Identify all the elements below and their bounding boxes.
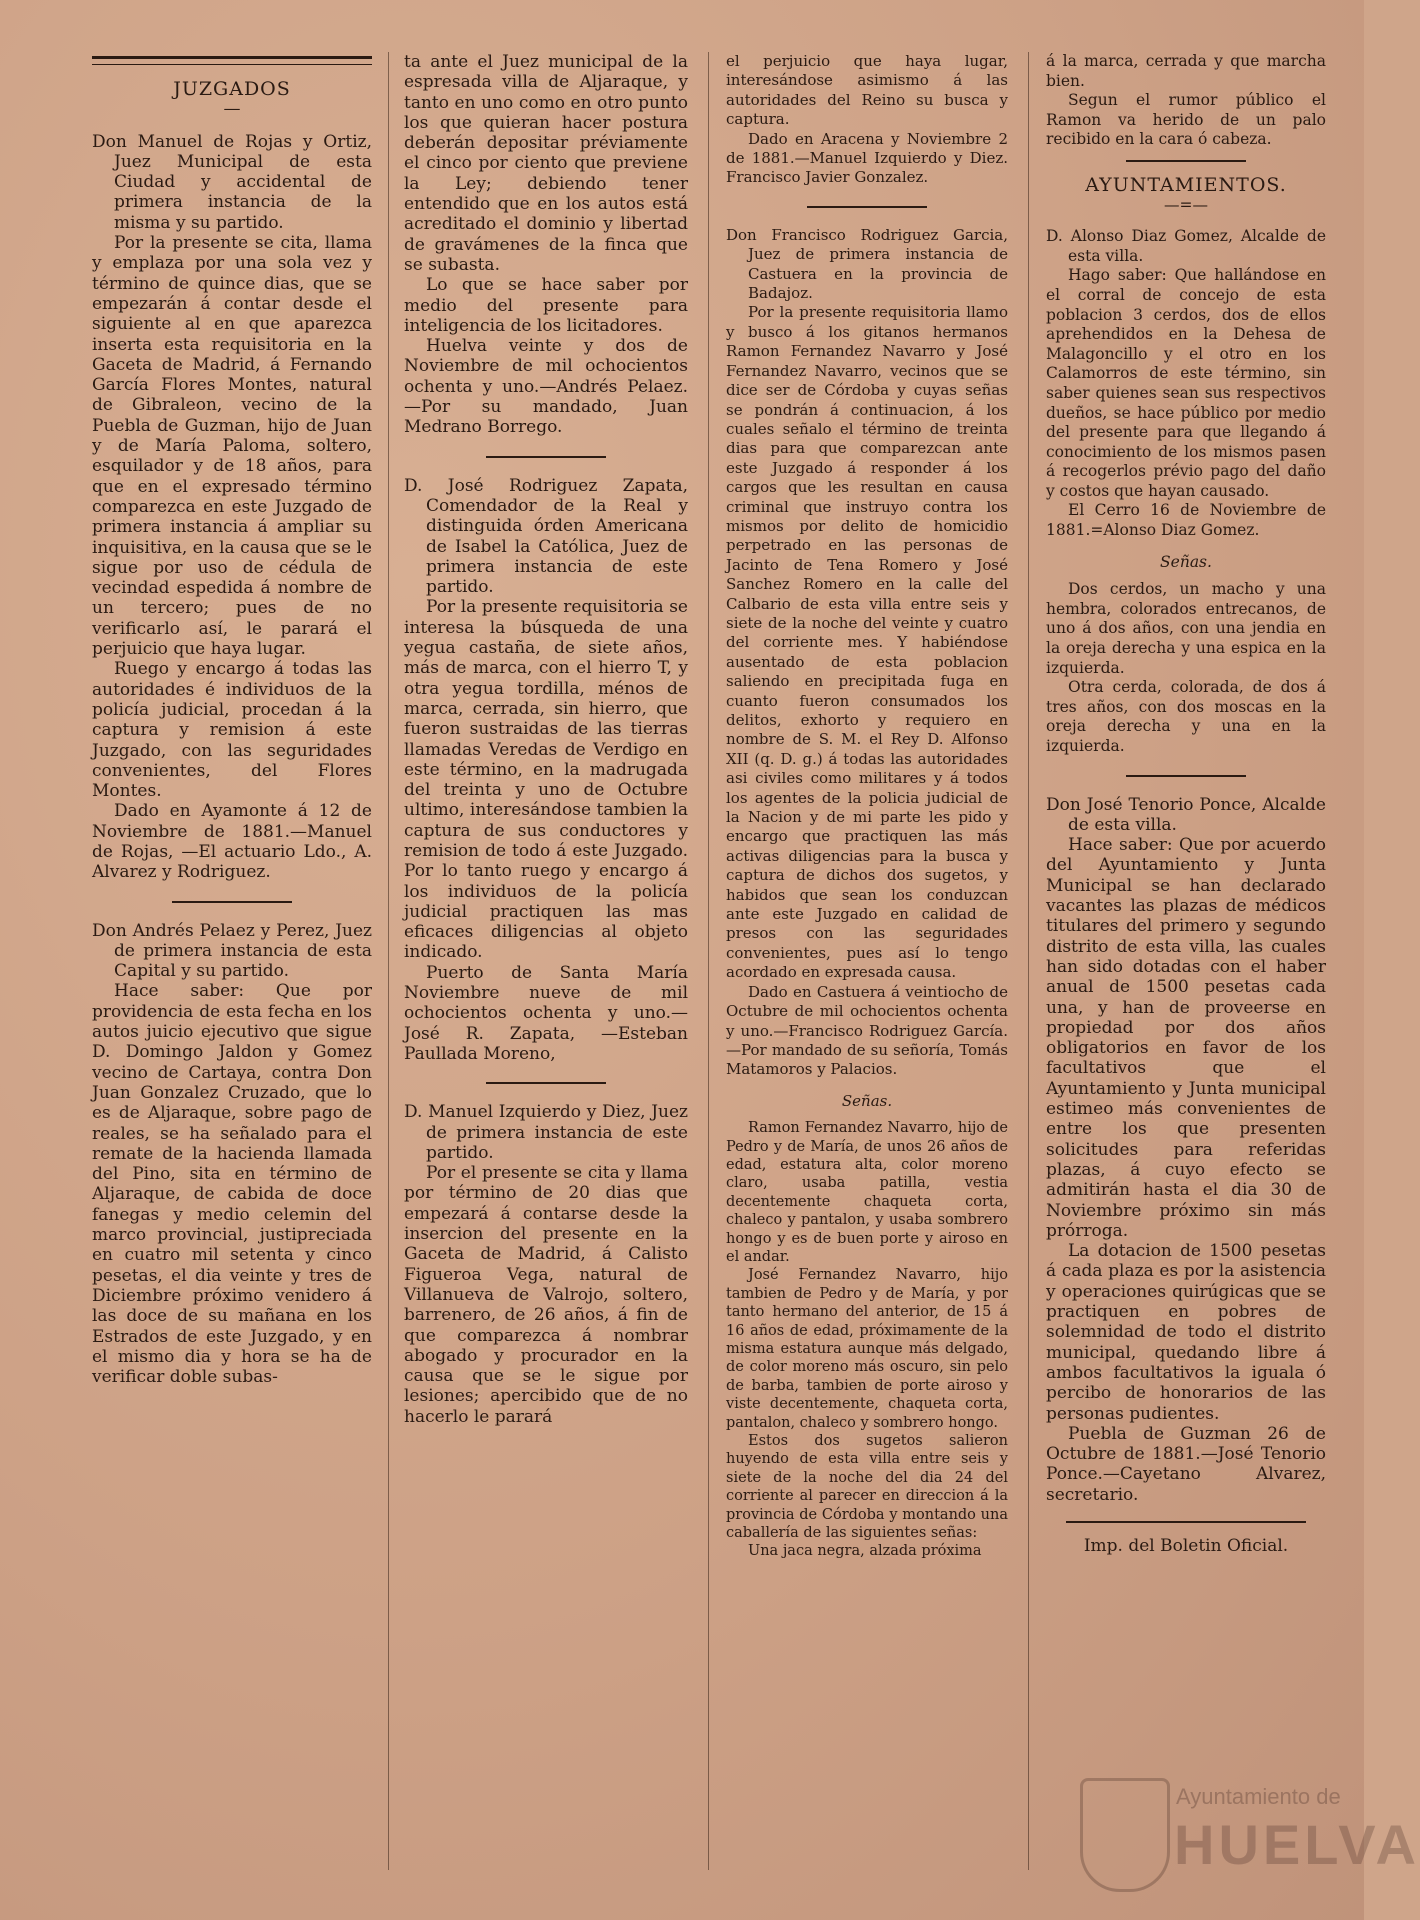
watermark-text: Ayuntamiento de: [1176, 1784, 1341, 1809]
description-paragraph: Otra cerda, colorada, de dos á tres años, con dos moscas en la oreja derecha y una en la izquierda.: [1046, 678, 1326, 755]
heading-dash: —: [223, 99, 241, 120]
description-paragraph: Una jaca negra, alzada próxima: [748, 1543, 982, 1560]
crest-icon: [1080, 1778, 1170, 1892]
notice-paragraph: Hace saber: Que por providencia de esta fecha en los autos juicio ejecutivo que sigue D. Domingo Jaldon y Gomez vecino de Cartaya, contra Don Juan Gonzalez Cruzado, que lo es de Aljaraque, sobre pago de reales, se ha señalado para el remate de la hacienda llamada del Pino, sita en término de Aljaraque, de cabida de doce fanegas y medio celemin del marco provincial, justipreciada en cuatro mil setenta y cinco pesetas, el dia veinte y tres de Diciembre próximo venidero á las doce de su mañana en los Estrados de este Juzgado, y en el mismo dia y hora se ha de verificar doble subas-: [92, 981, 372, 1388]
printer-imprint: Imp. del Boletin Oficial.: [1083, 1535, 1289, 1556]
separator-rule: [1066, 1521, 1306, 1523]
notice-paragraph: Por la presente requisitoria llamo y busco á los gitanos hermanos Ramon Fernandez Navarro y José Fernandez Navarro, vecinos que se dice ser de Córdoba y cuyas señas se pondrán á continuacion, á los cuales señalo el término de treinta dias para que comparezcan ante este Juzgado á responder á los cargos que les resultan en causa criminal que instruyo contra los mismos por delito de homicidio perpetrado en las personas de Jacinto de Tena Romero y José Sanchez Romero en la calle del Calbario de esta villa entre seis y siete de la noche del veinte y cuatro del corriente mes. Y habiéndose ausentado de esta poblacion saliendo en precipitada fuga en cuanto fueron consumados los delitos, exhorto y requiero en nombre de S. M. el Rey D. Alfonso XII (q. D. g.) á todas las autoridades asi civiles como militares y á todos los agentes de la policia judicial de la Nacion y de mi parte les pido y encargo que practiquen las más activas diligencias para la busca y captura de dichos dos sugetos, y habidos que sean los conduzcan ante este Juzgado en calidad de presos con las seguridades convenientes, pues así lo tengo acordado en expresada causa.: [726, 303, 1008, 982]
column-3: [726, 52, 1008, 1880]
notice-paragraph: Hace saber: Que por acuerdo del Ayuntamiento y Junta Municipal se han declarado vacantes las plazas de médicos titulares del primero y segundo distrito de esta villa, las cuales han sido dotadas con el haber anual de 1500 pesetas cada una, y han de proveerse en propiedad por dos años obligatorios en favor de los facultativos que el Ayuntamiento y Junta municipal estimeo más convenientes de entre los que presenten solicitudes para referidas plazas, á cuyo efecto se admitirán hasta el dia 30 de Noviembre próximo sin más prórroga.: [1046, 835, 1326, 1241]
column-divider: [708, 52, 709, 1870]
column-divider: [388, 52, 389, 1870]
description-paragraph: Segun el rumor público el Ramon va herido de un palo recibido en la cara ó cabeza.: [1046, 91, 1326, 149]
column-1: [92, 52, 372, 1880]
notice-header: Don Andrés Pelaez y Perez, Juez de primera instancia de esta Capital y su partido.: [92, 920, 372, 982]
column-4: [1046, 52, 1326, 1880]
notice-signature: Puebla de Guzman 26 de Octubre de 1881.—José Tenorio Ponce.—Cayetano Alvarez, secretario.: [1046, 1423, 1326, 1505]
separator-rule: [1126, 775, 1246, 777]
top-rule: [92, 56, 372, 65]
notice-header: D. Manuel Izquierdo y Diez, Juez de primera instancia de este partido.: [404, 1102, 688, 1163]
notice-header: Don José Tenorio Ponce, Alcalde de esta villa.: [1046, 794, 1326, 835]
notice-paragraph: el perjuicio que haya lugar, interesándose asimismo á las autoridades del Reino su busca y captura.: [726, 52, 1008, 129]
notice-paragraph: Hago saber: Que hallándose en el corral de concejo de esta poblacion 3 cerdos, dos de ellos aprehendidos en la Dehesa de Malagoncillo y el otro en los Calamorros de este término, sin saber quienes sean sus respectivos dueños, se hace público por medio del presente para que llegando á conocimiento de los mismos pasen á recogerlos prévio pago del daño y costos que hayan causado.: [1046, 266, 1326, 500]
separator-rule: [1126, 160, 1246, 162]
notice-header: D. Alonso Diaz Gomez, Alcalde de esta villa.: [1046, 227, 1326, 265]
notice-paragraph: La dotacion de 1500 pesetas á cada plaza es por la asistencia y operaciones quirúgicas que se practiquen en pobres de solemnidad de todo el distrito municipal, quedando libre á ambos facultativos la iguala ó percibo de honorarios de las personas pudientes.: [1046, 1241, 1326, 1424]
description-paragraph: Ramon Fernandez Navarro, hijo de Pedro y de María, de unos 26 años de edad, estatura alta, color moreno claro, usaba patilla, vestia decentemente chaqueta corta, chaleco y pantalon, y usaba sombrero hongo y es de buen porte y airoso en el andar.: [726, 1120, 1008, 1265]
column-divider: [1028, 52, 1029, 1870]
notice-paragraph: Por la presente se cita, llama y emplaza por una sola vez y término de quince dias, que se empezarán á contar desde el siguiente al en que aparezca inserta esta requisitoria en la Gaceta de Madrid, á Fernando García Flores Montes, natural de Gibraleon, vecino de la Puebla de Guzman, hijo de Juan y de María Paloma, soltero, esquilador y de 18 años, para que en el expresado término comparezca en este Juzgado de primera instancia á ampliar su inquisitiva, en la causa que se le sigue por uso de cédula de vecindad espedida á nombre de un tercero; pues de no verificarlo así, le parará el perjuicio que haya lugar.: [92, 233, 372, 660]
separator-rule: [172, 901, 292, 903]
watermark-text: HUELVA: [1174, 1813, 1420, 1876]
separator-rule: [486, 456, 606, 458]
notice-paragraph: Por la presente requisitoria se interesa la búsqueda de una yegua castaña, de siete años, más de marca, con el hierro T, y otra yegua tordilla, ménos de marca, cerrada, sin hierro, que fueron sustraidas de las tierras llamadas Veredas de Verdigo en este término, en la madrugada del treinta y uno de Octubre ultimo, interesándose tambien la captura de sus conductores y remision de todo á este Juzgado. Por lo tanto ruego y encargo á los individuos de la policía judicial practiquen las mas eficaces diligencias al objeto indicado.: [404, 597, 688, 963]
section-heading-juzgados: JUZGADOS: [173, 78, 291, 100]
description-paragraph: á la marca, cerrada y que marcha bien.: [1046, 52, 1326, 90]
notice-signature: Dado en Aracena y Noviembre 2 de 1881.—Manuel Izquierdo y Diez. Francisco Javier Gonzalez.: [726, 129, 1008, 187]
separator-rule: [486, 1082, 606, 1084]
notice-signature: Puerto de Santa María Noviembre nueve de mil ochocientos ochenta y uno.—José R. Zapata, —Esteban Paullada Moreno,: [404, 962, 688, 1064]
notice-header: D. José Rodriguez Zapata, Comendador de la Real y distinguida órden Americana de Isabel la Católica, Juez de primera instancia de este partido.: [404, 475, 688, 598]
section-heading-ayuntamientos: AYUNTAMIENTOS.: [1085, 173, 1287, 196]
notice-header: Don Francisco Rodriguez Garcia, Juez de primera instancia de Castuera en la provincia de Badajoz.: [726, 225, 1008, 303]
notice-signature: Huelva veinte y dos de Noviembre de mil ochocientos ochenta y uno.—Andrés Pelaez.—Por su mandado, Juan Medrano Borrego.: [404, 336, 688, 438]
notice-paragraph: Lo que se hace saber por medio del presente para inteligencia de los licitadores.: [404, 275, 688, 336]
description-paragraph: Dos cerdos, un macho y una hembra, colorados entrecanos, de uno á dos años, con una jendia en la oreja derecha y una espica en la izquierda.: [1046, 580, 1326, 677]
watermark: [1080, 1778, 1420, 1908]
notice-paragraph: ta ante el Juez municipal de la espresada villa de Aljaraque, y tanto en uno como en otro punto los que quieran hacer postura deberán depositar préviamente el cinco por ciento que previene la Ley; debiendo tener entendido que en los autos está acreditado el dominio y libertad de gravámenes de la finca que se subasta.: [404, 52, 688, 275]
senas-heading: Señas.: [1160, 552, 1212, 571]
notice-signature: Dado en Castuera á veintiocho de Octubre de mil ochocientos ochenta y uno.—Francisco Rodriguez García.—Por mandado de su señoría, Tomás Matamoros y Palacios.: [726, 982, 1008, 1079]
heading-dash: —=—: [1164, 195, 1208, 214]
notice-signature: Dado en Ayamonte á 12 de Noviembre de 1881.—Manuel de Rojas, —El actuario Ldo., A. Alvarez y Rodriguez.: [92, 801, 372, 883]
senas-heading: Señas.: [841, 1091, 893, 1110]
separator-rule: [807, 206, 927, 208]
notice-paragraph: Ruego y encargo á todas las autoridades é individuos de la policía judicial, procedan á la captura y remision á este Juzgado, con las seguridades convenientes, del Flores Montes.: [92, 659, 372, 802]
column-2: [404, 52, 688, 1880]
notice-header: Don Manuel de Rojas y Ortiz, Juez Municipal de esta Ciudad y accidental de primera instancia de la misma y su partido.: [92, 131, 372, 233]
description-paragraph: José Fernandez Navarro, hijo tambien de Pedro y de María, y por tanto hermano del anterior, de 15 á 16 años de edad, próximamente de la misma estatura aunque más delgado, de color moreno más oscuro, sin pelo de barba, tambien de porte airoso y viste decentemente, chaqueta corta, pantalon, chaleco y sombrero hongo.: [726, 1267, 1008, 1431]
description-paragraph: Estos dos sugetos salieron huyendo de esta villa entre seis y siete de la noche del dia 24 del corriente al parecer en direccion á la provincia de Córdoba y montando una caballería de las siguientes señas:: [726, 1433, 1008, 1542]
notice-paragraph: Por el presente se cita y llama por término de 20 dias que empezará á contarse desde la insercion del presente en la Gaceta de Madrid, á Calisto Figueroa Vega, natural de Villanueva de Valrojo, soltero, barrenero, de 26 años, á fin de que comparezca á nombrar abogado y procurador en la causa que se le sigue por lesiones; apercibido que de no hacerlo le parará: [404, 1163, 688, 1427]
notice-signature: El Cerro 16 de Noviembre de 1881.=Alonso Diaz Gomez.: [1046, 501, 1326, 540]
